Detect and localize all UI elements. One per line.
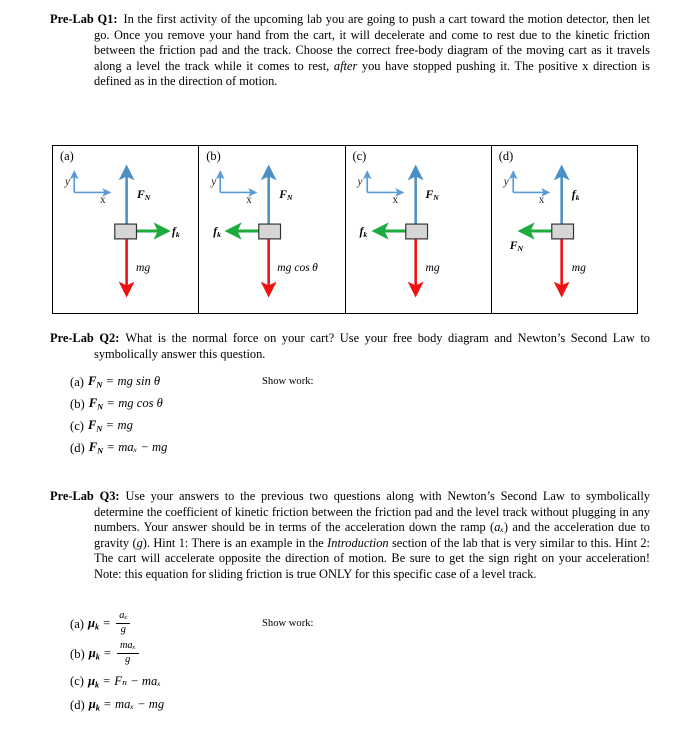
question-1-emphasis: after <box>333 58 358 73</box>
fbd-c-axis-y-label: y <box>357 176 363 188</box>
question-3-body-1: Use your answers to the previous two questions along with Newton’s Second Law to symbolically determine the coefficient of kinetic friction between the friction pad and the level track without plugging in any numbers. Your answer should be in terms of the acceleration down the ramp ( <box>94 489 650 535</box>
fbd-a-weight-label: mg <box>136 261 151 274</box>
question-2-body: What is the normal force on your cart? Use your free body diagram and Newton’s Second Law to symbolically answer this question. <box>94 331 650 361</box>
fbd-option-b[interactable] <box>199 146 345 313</box>
q3-option-d-letter: (d) <box>70 697 85 712</box>
question-3-emphasis: Introduction <box>327 535 389 550</box>
question-3-body-3: ). Hint 1: There is an example in the <box>142 535 328 550</box>
q3-option-b-letter: (b) <box>70 646 85 661</box>
q2-option-d-letter: (d) <box>70 440 85 455</box>
question-3-label: Pre-Lab Q3: <box>50 489 120 503</box>
fbd-option-c[interactable] <box>346 146 492 313</box>
fbd-a-axis-y-label: y <box>65 176 70 188</box>
fbd-d-weight-label: mg <box>571 261 586 274</box>
fbd-a-axis-x-label: x <box>100 194 106 206</box>
question-3-text <box>50 489 650 583</box>
question-3-body-4: section of the lab that is very similar to this. Hint 2: The cart will accelerate opposite the direction of motion. Be sure to get the sign right on your acceleration! Note: this equation for sliding friction is true ONLY for this specific case of a level track. <box>94 535 650 581</box>
q2-option-b-letter: (b) <box>70 396 85 411</box>
fbd-option-c-label: (c) <box>352 149 367 163</box>
question-3-option-b[interactable] <box>70 639 164 669</box>
q2-option-d-formula: $F_N = ma_x$ − mg <box>88 440 168 456</box>
question-3-sym-g: g <box>136 535 143 550</box>
question-3-option-c[interactable] <box>70 669 164 693</box>
q3-option-a-letter: (a) <box>70 616 84 631</box>
fbd-d-friction-label: $f_k$ <box>571 188 580 203</box>
q3-option-c-formula: $\mu_k = F_n - ma_x$ <box>87 673 161 690</box>
q3-option-d-formula: $\mu_k = ma_x$ − mg <box>88 697 165 713</box>
question-2-options <box>70 371 167 459</box>
fbd-c-axis-x-label: x <box>392 194 399 206</box>
fbd-diagram-b <box>199 146 344 313</box>
fbd-c-normal-force-label: $F_N$ <box>425 188 439 203</box>
fbd-b-axis-x-label: x <box>246 194 252 206</box>
question-1-body-cont: you have stopped pushing it. The positive x direction is defined as in the direction of motion. <box>94 58 650 89</box>
fbd-c-weight-label: mg <box>425 261 440 274</box>
question-1-block <box>50 12 650 90</box>
question-2-label: Pre-Lab Q2: <box>50 331 120 345</box>
question-2-text <box>50 331 650 362</box>
q2-option-c-formula: $F_N$ = mg <box>87 418 133 434</box>
fbd-b-friction-label: $f_k$ <box>213 225 221 240</box>
question-3-show-work-label: Show work: <box>262 618 314 629</box>
question-1-body: In the first activity of the upcoming lab you are going to push a cart toward the motion detector, then let go. Once you remove your hand from the cart, it will decelerate and come to rest due to the kinetic friction between the friction pad and the track. Choose the correct free-body diagram of the moving cart as it travels along a level the track while it comes to rest, <box>94 12 650 73</box>
question-3-option-a[interactable] <box>70 609 164 639</box>
fbd-option-d[interactable] <box>492 146 637 313</box>
free-body-diagram-table <box>52 145 638 314</box>
fbd-d-axis-y-label: y <box>503 176 509 188</box>
fbd-b-normal-force-label: $F_N$ <box>279 188 293 203</box>
question-2-option-d[interactable] <box>70 437 167 459</box>
question-2-option-c[interactable] <box>70 415 167 437</box>
fbd-d-axis-x-label: x <box>538 194 545 206</box>
question-3-options <box>70 609 164 717</box>
fbd-option-b-label: (b) <box>206 149 221 163</box>
question-2-option-b[interactable] <box>70 393 167 415</box>
q3-option-b-formula: $\mu_k$ = $\frac{\text{maₓ}}{g}$ <box>89 642 141 666</box>
question-1-text <box>50 12 650 90</box>
fbd-option-a-label: (a) <box>60 149 74 163</box>
question-3-option-d[interactable] <box>70 693 164 717</box>
fbd-diagram-d <box>492 146 637 313</box>
q2-option-a-letter: (a) <box>70 374 84 389</box>
q2-option-b-formula: $F_N$ = mg cos θ <box>88 396 163 412</box>
fbd-b-axis-y-label: y <box>211 176 217 188</box>
question-2-show-work-label: Show work: <box>262 376 314 387</box>
question-3-block <box>50 489 650 583</box>
fbd-diagram-c <box>346 146 491 313</box>
question-2-block <box>50 331 650 362</box>
q3-option-a-formula: $\mu_k$ = $\frac{\text{aₓ}}{g}$ <box>88 612 132 636</box>
fbd-option-d-label: (d) <box>498 149 514 163</box>
fbd-d-normal-force-label: $F_N$ <box>509 239 524 254</box>
fbd-a-friction-label: $f_k$ <box>172 225 180 240</box>
question-1-label: Pre-Lab Q1: <box>50 12 118 26</box>
fbd-a-normal-force-label: $F_N$ <box>137 188 151 203</box>
question-3-body-2: ) and the acceleration due to gravity ( <box>94 520 651 550</box>
fbd-c-friction-label: $f_k$ <box>359 225 368 240</box>
q2-option-a-formula: $F_N$ = mg sin θ <box>87 374 161 390</box>
question-2-option-a[interactable] <box>70 371 167 393</box>
fbd-option-a[interactable] <box>53 146 199 313</box>
q2-option-c-letter: (c) <box>70 418 84 433</box>
q3-option-c-letter: (c) <box>70 673 84 688</box>
fbd-b-weight-label: mg cos θ <box>277 261 318 274</box>
question-3-sym-ax: aₓ <box>494 520 504 535</box>
